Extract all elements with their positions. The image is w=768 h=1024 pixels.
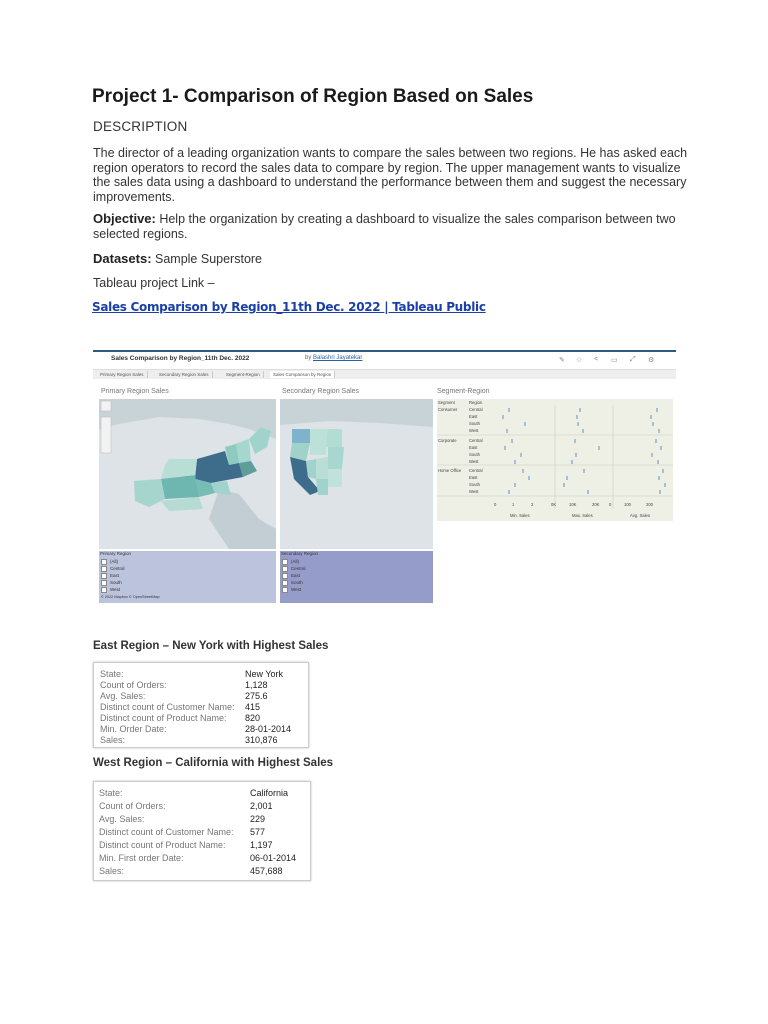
tab-primary-region-sales[interactable]: Primary Region Sales bbox=[97, 371, 148, 378]
dashboard-author bbox=[305, 355, 362, 361]
tooltip-value: 820 bbox=[245, 713, 261, 723]
tooltip-key: Count of Orders: bbox=[99, 801, 166, 811]
tooltip-value: 275.6 bbox=[245, 691, 268, 701]
tooltip-value: 1,128 bbox=[245, 680, 268, 690]
tooltip-key: Min. Order Date: bbox=[100, 724, 167, 734]
secondary-region-filter[interactable] bbox=[280, 551, 433, 603]
west-tooltip bbox=[93, 781, 311, 881]
east-tooltip bbox=[93, 662, 309, 748]
region-label: Central bbox=[469, 468, 483, 473]
region-label: East bbox=[469, 475, 478, 480]
filter-option-east[interactable]: East bbox=[282, 573, 300, 579]
dashboard-title: Sales Comparison by Region_11th Dec. 2022 bbox=[111, 355, 250, 362]
axis-tick: 10K bbox=[569, 502, 577, 507]
east-region-heading: East Region – New York with Highest Sales bbox=[93, 640, 329, 652]
axis-tick: 2 bbox=[531, 502, 534, 507]
primary-pane-title: Primary Region Sales bbox=[101, 388, 169, 395]
segment-corporate: Corporate bbox=[438, 438, 457, 443]
region-label: East bbox=[469, 445, 478, 450]
tooltip-value: 1,197 bbox=[250, 840, 273, 850]
region-label: South bbox=[469, 421, 480, 426]
axis-title: Max. Sales bbox=[572, 513, 593, 518]
filter-option-central[interactable]: Central bbox=[282, 566, 306, 572]
tooltip-key: Distinct count of Product Name: bbox=[100, 713, 227, 723]
seg-header-segment: Segment bbox=[438, 400, 455, 405]
edit-icon[interactable]: ✎ bbox=[559, 357, 565, 364]
filter-option-all[interactable]: (All) bbox=[101, 559, 118, 565]
tooltip-key: Count of Orders: bbox=[100, 680, 167, 690]
axis-title: Min. Sales bbox=[510, 513, 530, 518]
seg-header-region: Region bbox=[469, 400, 483, 405]
tooltip-key: Sales: bbox=[99, 866, 125, 876]
tooltip-key: Min. First order Date: bbox=[99, 853, 184, 863]
tooltip-key: State: bbox=[99, 788, 123, 798]
primary-region-map[interactable] bbox=[99, 399, 276, 549]
author-link[interactable]: Balashri Jayatekar bbox=[313, 355, 363, 361]
primary-region-filter[interactable] bbox=[99, 551, 276, 603]
tooltip-value: 457,688 bbox=[250, 866, 283, 876]
region-label: South bbox=[469, 482, 480, 487]
filter-heading: Primary Region bbox=[100, 551, 132, 556]
filter-option-south[interactable]: South bbox=[101, 580, 122, 586]
objective-paragraph bbox=[93, 212, 693, 241]
dashboard-tabs bbox=[93, 370, 676, 379]
region-label: South bbox=[469, 452, 480, 457]
tab-segment-region[interactable]: Segment-Region bbox=[223, 371, 264, 378]
share-icon[interactable]: < bbox=[594, 356, 599, 363]
secondary-region-map[interactable] bbox=[280, 399, 433, 549]
segment-region-chart bbox=[437, 399, 673, 521]
axis-tick: 20K bbox=[592, 502, 600, 507]
datasets-paragraph bbox=[93, 252, 693, 267]
filter-option-west[interactable]: West bbox=[282, 587, 301, 593]
axis-tick: 1 bbox=[512, 502, 515, 507]
tooltip-value: California bbox=[250, 788, 289, 798]
tooltip-value: 415 bbox=[245, 702, 261, 712]
segment-consumer: Consumer bbox=[438, 407, 458, 412]
region-label: West bbox=[469, 428, 479, 433]
dashboard-toolbar bbox=[93, 352, 676, 370]
map-credit: © 2022 Mapbox © OpenStreetMap bbox=[101, 595, 160, 599]
filter-heading: Secondary Region bbox=[281, 551, 319, 556]
axis-title: Avg. Sales bbox=[630, 513, 650, 518]
region-label: Central bbox=[469, 407, 483, 412]
tooltip-key: Distinct count of Product Name: bbox=[99, 840, 226, 850]
tooltip-value: 577 bbox=[250, 827, 266, 837]
tableau-link-intro: Tableau project Link – bbox=[93, 276, 215, 290]
axis-tick: 0 bbox=[494, 502, 497, 507]
datasets-text: Sample Superstore bbox=[151, 252, 263, 266]
tooltip-key: Avg. Sales: bbox=[99, 814, 145, 824]
comment-icon[interactable]: ▭ bbox=[611, 357, 618, 364]
filter-option-central[interactable]: Central bbox=[101, 566, 125, 572]
tooltip-value: 229 bbox=[250, 814, 266, 824]
tooltip-key: Avg. Sales: bbox=[100, 691, 146, 701]
description-paragraph: The director of a leading organization wants to compare the sales between two regions. He has asked each region operators to record the sales data to compare by region. The upper management wants to visualize the sales data using a dashboard to understand the performance between them and suggest the necessary improvements. bbox=[93, 146, 688, 204]
axis-tick: 0 bbox=[609, 502, 612, 507]
star-icon[interactable]: ☆ bbox=[576, 357, 583, 364]
region-label: West bbox=[469, 489, 479, 494]
tooltip-key: Distinct count of Customer Name: bbox=[100, 702, 235, 712]
dashboard-screenshot bbox=[93, 350, 676, 608]
datasets-label: Datasets: bbox=[93, 251, 152, 266]
axis-tick: 0K bbox=[551, 502, 557, 507]
tab-secondary-region-sales[interactable]: Secondary Region Sales bbox=[156, 371, 213, 378]
tooltip-key: State: bbox=[100, 669, 124, 679]
region-label: West bbox=[469, 459, 479, 464]
secondary-pane-title: Secondary Region Sales bbox=[282, 388, 360, 395]
by-label: by bbox=[305, 355, 312, 361]
segment-home-office: Home Office bbox=[438, 468, 462, 473]
filter-option-east[interactable]: East bbox=[101, 573, 119, 579]
settings-icon[interactable]: ⚙ bbox=[648, 357, 655, 364]
tooltip-value: 06-01-2014 bbox=[250, 853, 297, 863]
description-heading: DESCRIPTION bbox=[93, 119, 188, 134]
tooltip-key: Sales: bbox=[100, 735, 126, 745]
tooltip-value: 28-01-2014 bbox=[245, 724, 292, 734]
tooltip-value: 2,001 bbox=[250, 801, 273, 811]
axis-tick: 100 bbox=[624, 502, 631, 507]
west-region-heading: West Region – California with Highest Sales bbox=[93, 757, 334, 769]
filter-option-south[interactable]: South bbox=[282, 580, 303, 586]
fullscreen-icon[interactable]: ⤢ bbox=[630, 356, 636, 363]
axis-tick: 200 bbox=[646, 502, 653, 507]
segment-pane-title: Segment-Region bbox=[437, 388, 490, 395]
tab-sales-comparison[interactable]: Sales Comparison by Region bbox=[270, 371, 335, 378]
objective-label: Objective: bbox=[93, 211, 156, 226]
objective-text: Help the organization by creating a dashboard to visualize the sales comparison between two selected regions. bbox=[93, 212, 676, 241]
region-label: East bbox=[469, 414, 478, 419]
filter-option-all[interactable]: (All) bbox=[282, 559, 299, 565]
tooltip-value: New York bbox=[245, 669, 284, 679]
tooltip-key: Distinct count of Customer Name: bbox=[99, 827, 234, 837]
filter-option-west[interactable]: West bbox=[101, 587, 120, 593]
tableau-public-link[interactable]: Sales Comparison by Region_11th Dec. 2022 | Tableau Public bbox=[92, 300, 486, 314]
tooltip-value: 310,876 bbox=[245, 735, 278, 745]
region-label: Central bbox=[469, 438, 483, 443]
page-title: Project 1- Comparison of Region Based on Sales bbox=[92, 86, 534, 107]
